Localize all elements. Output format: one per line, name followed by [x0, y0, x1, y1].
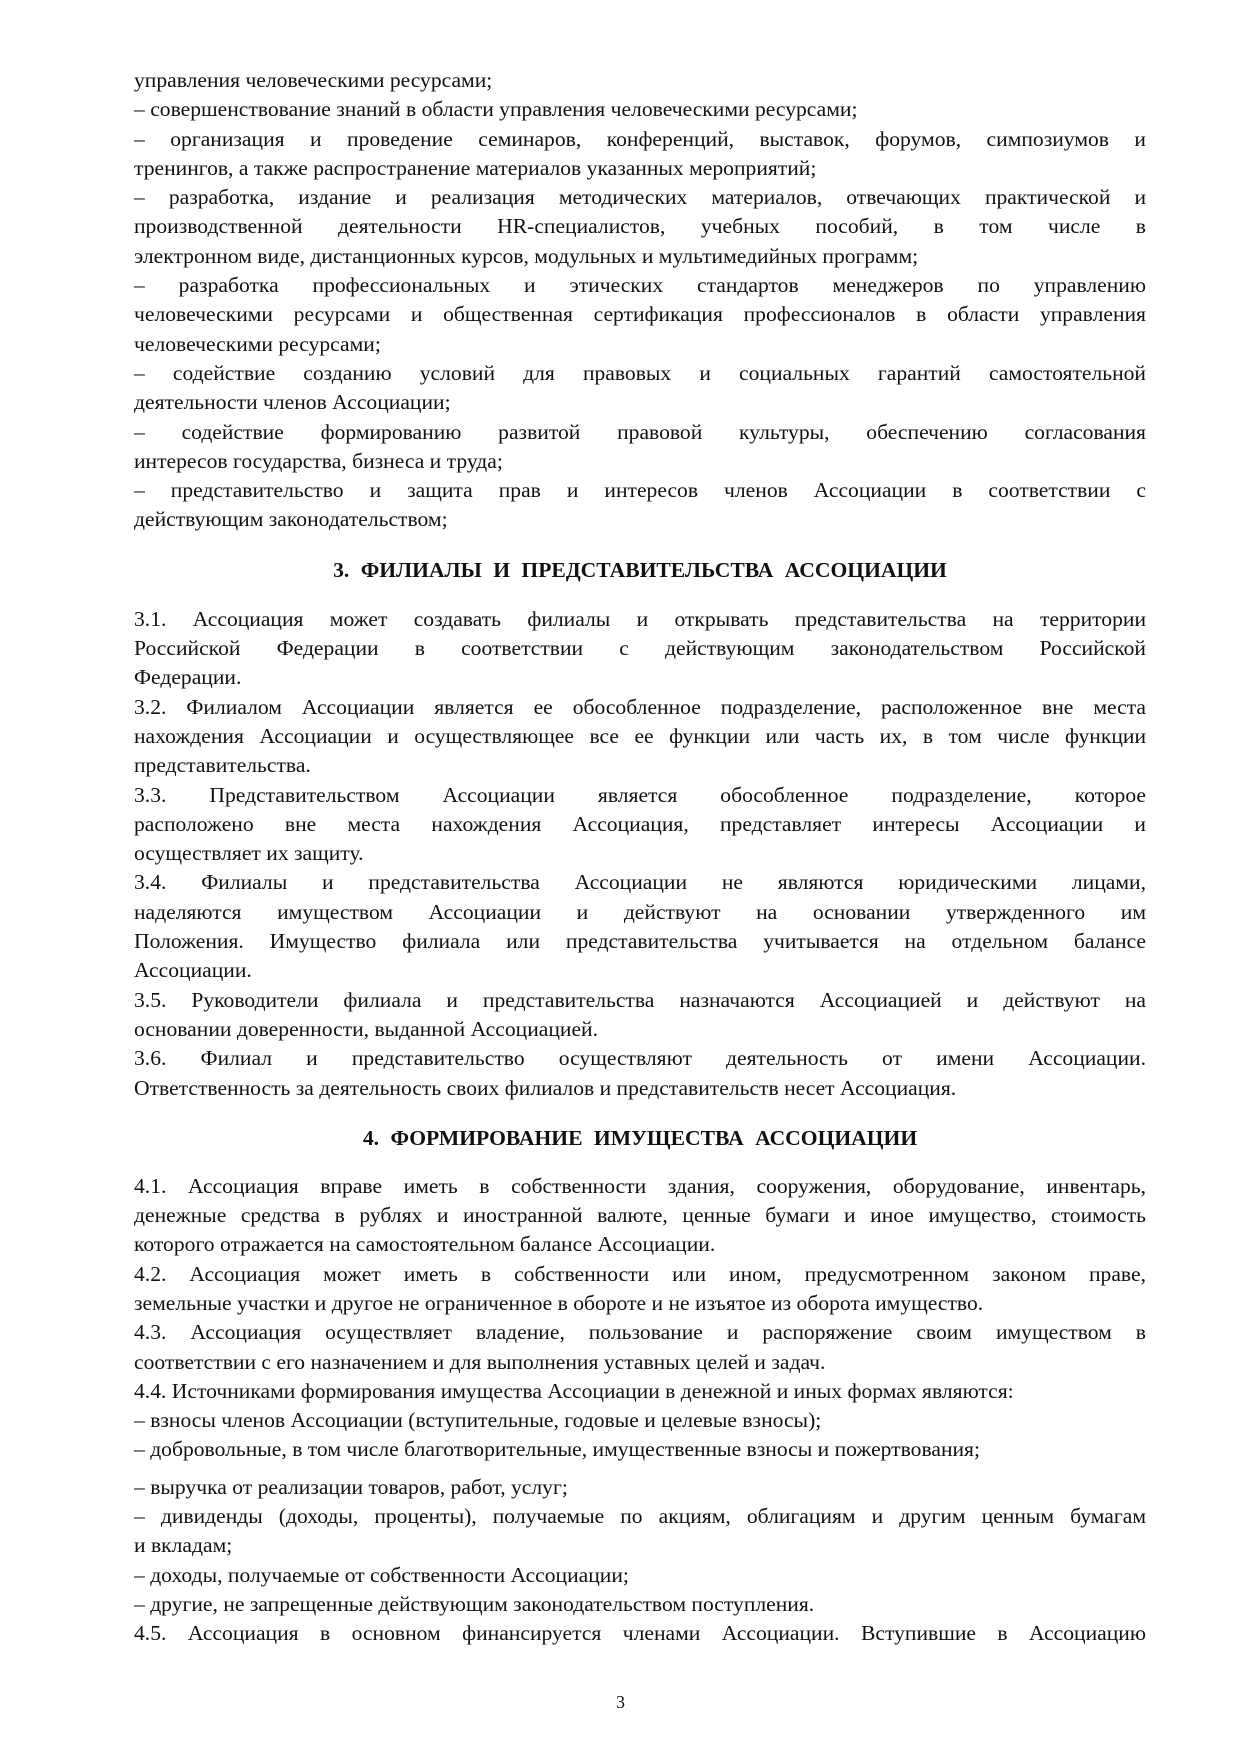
text-line: человеческими ресурсами;	[134, 331, 381, 356]
text-line: – выручка от реализации товаров, работ, услуг;	[134, 1474, 568, 1499]
text-line: основании доверенности, выданной Ассоциацией.	[134, 1016, 598, 1041]
text-line: 3.2. Филиалом Ассоциации является ее обособленное подразделение, расположенное вне места	[134, 694, 1146, 719]
text-line: – содействие созданию условий для правовых и социальных гарантий самостоятельной	[134, 360, 1146, 385]
text-line: – совершенствование знаний в области управления человеческими ресурсами;	[134, 97, 858, 122]
text-line: земельные участки и другое не ограниченное в обороте и не изъятое из оборота имущество.	[134, 1290, 984, 1315]
text-line: тренингов, а также распространение материалов указанных мероприятий;	[134, 155, 817, 180]
text-line: – содействие формированию развитой правовой культуры, обеспечению согласования	[134, 419, 1146, 444]
text-line: Федерации.	[134, 665, 242, 690]
text-line: – добровольные, в том числе благотворительные, имущественные взносы и пожертвования;	[134, 1437, 980, 1462]
section-4-body-part-a	[134, 1172, 1146, 1465]
text-line: 3.1. Ассоциация может создавать филиалы и открывать представительства на территории	[134, 606, 1146, 631]
text-line: осуществляет их защиту.	[134, 841, 364, 866]
text-line: представительства.	[134, 753, 311, 778]
text-line: 4.1. Ассоциация вправе иметь в собственности здания, сооружения, оборудование, инвентарь,	[134, 1173, 1146, 1198]
text-line: электронном виде, дистанционных курсов, модульных и мультимедийных программ;	[134, 243, 919, 268]
section-3-body	[134, 605, 1146, 1103]
text-line: – разработка профессиональных и этических стандартов менеджеров по управлению	[134, 273, 1146, 298]
page-number: 3	[616, 1692, 625, 1712]
text-line: 3.4. Филиалы и представительства Ассоциации не являются юридическими лицами,	[134, 870, 1146, 895]
text-line: – другие, не запрещенные действующим законодательством поступления.	[134, 1591, 815, 1616]
text-line: 3.5. Руководители филиала и представительства назначаются Ассоциацией и действуют на	[134, 987, 1146, 1012]
text-line: – разработка, издание и реализация методических материалов, отвечающих практической и	[134, 185, 1146, 210]
text-line: – доходы, получаемые от собственности Ассоциации;	[134, 1562, 629, 1587]
text-line: – организация и проведение семинаров, конференций, выставок, форумов, симпозиумов и	[134, 126, 1146, 151]
text-line: производственной деятельности HR-специалистов, учебных пособий, в том числе в	[134, 214, 1146, 239]
text-line: 3.3. Представительством Ассоциации является обособленное подразделение, которое	[134, 782, 1146, 807]
text-line: и вкладам;	[134, 1533, 233, 1558]
text-line: Ответственность за деятельность своих филиалов и представительств несет Ассоциация.	[134, 1075, 957, 1100]
text-line: денежные средства в рублях и иностранной валюте, ценные бумаги и иное имущество, стоимость	[134, 1203, 1146, 1228]
section-2-tail	[134, 66, 1146, 535]
text-line: 3.6. Филиал и представительство осуществляют деятельность от имени Ассоциации.	[134, 1046, 1146, 1071]
text-line: наделяются имуществом Ассоциации и действуют на основании утвержденного им	[134, 899, 1146, 924]
text-line: 4.4. Источниками формирования имущества Ассоциации в денежной и иных формах являются:	[134, 1378, 1014, 1403]
text-line: Российской Федерации в соответствии с действующим законодательством Российской	[134, 636, 1146, 661]
text-line: Ассоциации.	[134, 958, 252, 983]
text-line: Положения. Имущество филиала или представительства учитывается на отдельном балансе	[134, 929, 1146, 954]
text-line: 4.5. Ассоциация в основном финансируется членами Ассоциации. Вступившие в Ассоциацию	[134, 1621, 1146, 1646]
text-line: человеческими ресурсами и общественная сертификация профессионалов в области управления	[134, 302, 1146, 327]
text-line: 4.3. Ассоциация осуществляет владение, пользование и распоряжение своим имуществом в	[134, 1320, 1146, 1345]
text-line: соответствии с его назначением и для выполнения уставных целей и задач.	[134, 1349, 826, 1374]
text-line: – взносы членов Ассоциации (вступительные, годовые и целевые взносы);	[134, 1408, 822, 1433]
text-line: интересов государства, бизнеса и труда;	[134, 448, 503, 473]
text-line: управления человеческими ресурсами;	[134, 68, 493, 92]
paragraph-gap	[134, 1465, 1146, 1473]
document-page	[134, 66, 1146, 1649]
section-4-body-part-b	[134, 1473, 1146, 1649]
text-line: действующим законодательством;	[134, 507, 448, 532]
text-line: – дивиденды (доходы, проценты), получаемые по акциям, облигациям и другим ценным бумагам	[134, 1504, 1146, 1529]
text-line: деятельности членов Ассоциации;	[134, 390, 451, 415]
text-line: 4.2. Ассоциация может иметь в собственности или ином, предусмотренном законом праве,	[134, 1261, 1146, 1286]
section-3-heading: 3. ФИЛИАЛЫ И ПРЕДСТАВИТЕЛЬСТВА АССОЦИАЦИИ	[333, 557, 947, 582]
text-line: расположено вне места нахождения Ассоциация, представляет интересы Ассоциации и	[134, 811, 1146, 836]
section-4-heading: 4. ФОРМИРОВАНИЕ ИМУЩЕСТВА АССОЦИАЦИИ	[362, 1125, 918, 1150]
text-line: нахождения Ассоциации и осуществляющее все ее функции или часть их, в том числе функции	[134, 723, 1146, 748]
text-line: которого отражается на самостоятельном балансе Ассоциации.	[134, 1232, 716, 1257]
text-line: – представительство и защита прав и интересов членов Ассоциации в соответствии с	[134, 478, 1146, 503]
